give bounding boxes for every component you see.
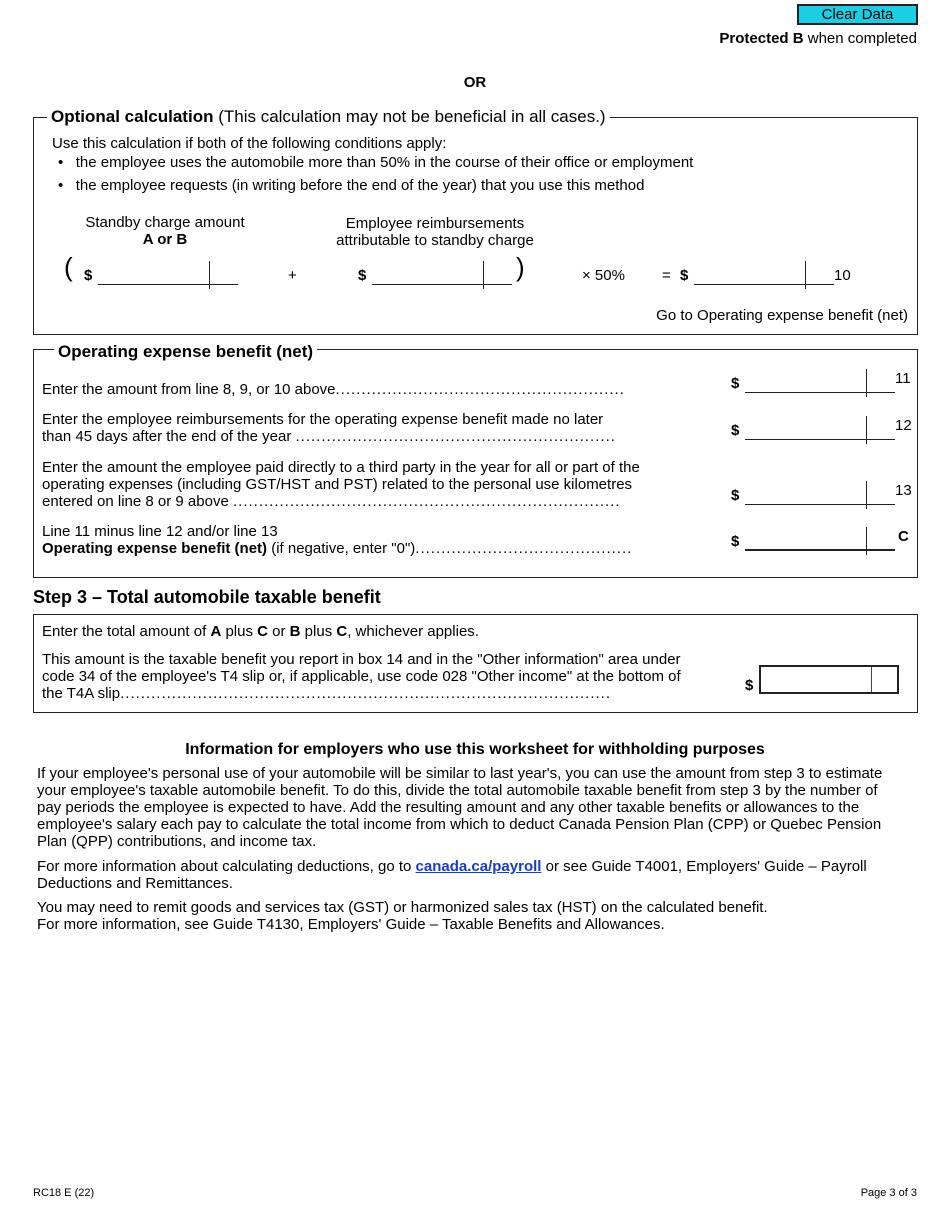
protected-rest: when completed (803, 30, 917, 47)
times-50-percent: × 50% (582, 267, 625, 284)
line-13-text: Enter the amount the employee paid directly to a third party in the year for all or part of the operating expenses (including GST/HST and PST) related to the personal use kilometres entered on line 8 or 9 above ........................................................................... (42, 459, 640, 510)
step3-title: Step 3 – Total automobile taxable benefit (33, 587, 381, 607)
reimbursements-input[interactable] (372, 261, 512, 285)
info-paragraph-3: You may need to remit goods and services tax (GST) or harmonized sales tax (HST) on the calculated benefit. For more information, see Guide T4130, Employers' Guide – Taxable Benefits and Allowances. (37, 899, 768, 933)
line-11-input[interactable] (745, 369, 895, 393)
standby-charge-label: Standby charge amount A or B (85, 214, 245, 248)
line-c-text: Line 11 minus line 12 and/or line 13 Operating expense benefit (net) (if negative, enter "0").......................................... (42, 523, 633, 557)
line-12-input[interactable] (745, 416, 895, 440)
dollar-sign: $ (745, 677, 754, 694)
info-paragraph-1: If your employee's personal use of your automobile will be similar to last year's, you can use the amount from step 3 to estimate your employee's taxable automobile benefit. To do this, divide the total automobile taxable benefit from step 3 by the number of pay periods the employee is expected to have. Add the resulting amount and any other taxable benefits or allowances to the employee's salary each pay to calculate the total income from which to deduct Canada Pension Plan (CPP) or Quebec Pension Plan (QPP) contributions, and income tax. (37, 765, 883, 850)
line-c-label: C (898, 528, 909, 545)
or-label: OR (463, 74, 487, 91)
condition-text: the employee requests (in writing before the end of the year) that you use this method (75, 177, 645, 194)
goto-operating-expense: Go to Operating expense benefit (net) (656, 307, 908, 324)
optional-calculation-title (47, 107, 610, 127)
dollar-sign: $ (731, 375, 740, 392)
open-paren: ( (64, 252, 73, 282)
condition-text: the employee uses the automobile more than 50% in the course of their office or employment (75, 154, 694, 171)
dollar-sign: $ (731, 487, 740, 504)
clear-data-button[interactable]: Clear Data (797, 4, 918, 25)
form-id: RC18 E (22) (33, 1187, 95, 1199)
line-12-text: Enter the employee reimbursements for the operating expense benefit made no later than 45 days after the end of the year .............................................................. (42, 411, 616, 445)
equals-sign: = (662, 267, 671, 284)
condition-item: • the employee requests (in writing before the end of the year) that you use this method (58, 177, 645, 194)
title-bold: Optional calculation (51, 107, 214, 126)
line-c-input[interactable] (745, 527, 895, 551)
line-11-text: Enter the amount from line 8, 9, or 10 above........................................................ (42, 381, 625, 398)
close-paren: ) (516, 252, 525, 282)
step3-description: This amount is the taxable benefit you report in box 14 and in the "Other information" area under code 34 of the employee's T4 slip or, if applicable, use code 028 "Other income" at the bottom of the T4A slip............................................................................................... (42, 651, 681, 702)
line-10-input[interactable] (694, 261, 834, 285)
dollar-sign: $ (358, 267, 367, 284)
protected-notice (719, 30, 917, 47)
total-benefit-input[interactable] (759, 665, 899, 694)
standby-charge-input[interactable] (98, 261, 238, 285)
reimbursements-label: Employee reimbursements attributable to standby charge (336, 215, 534, 249)
step3-instruction: Enter the total amount of A plus C or B plus C, whichever applies. (42, 623, 479, 640)
dollar-sign: $ (731, 422, 740, 439)
conditions-intro: Use this calculation if both of the following conditions apply: (52, 135, 447, 152)
payroll-link[interactable]: canada.ca/payroll (415, 858, 542, 875)
line-13-input[interactable] (745, 481, 895, 505)
dollar-sign: $ (680, 267, 689, 284)
condition-item: • the employee uses the automobile more than 50% in the course of their office or employment (58, 154, 694, 171)
info-title: Information for employers who use this worksheet for withholding purposes (185, 741, 765, 758)
protected-level: Protected B (719, 30, 804, 47)
line-13-number: 13 (895, 482, 912, 499)
info-paragraph-2: For more information about calculating deductions, go to canada.ca/payroll or see Guide T4001, Employers' Guide – Payroll Deductions and Remittances. (37, 858, 867, 892)
page-number: Page 3 of 3 (860, 1187, 917, 1199)
title-rest: (This calculation may not be beneficial in all cases.) (213, 107, 606, 126)
dollar-sign: $ (84, 267, 93, 284)
plus-sign: + (288, 267, 297, 284)
operating-expense-title: Operating expense benefit (net) (54, 342, 317, 362)
line-10-number: 10 (834, 267, 851, 284)
line-12-number: 12 (895, 417, 912, 434)
dollar-sign: $ (731, 533, 740, 550)
line-11-number: 11 (895, 370, 911, 387)
